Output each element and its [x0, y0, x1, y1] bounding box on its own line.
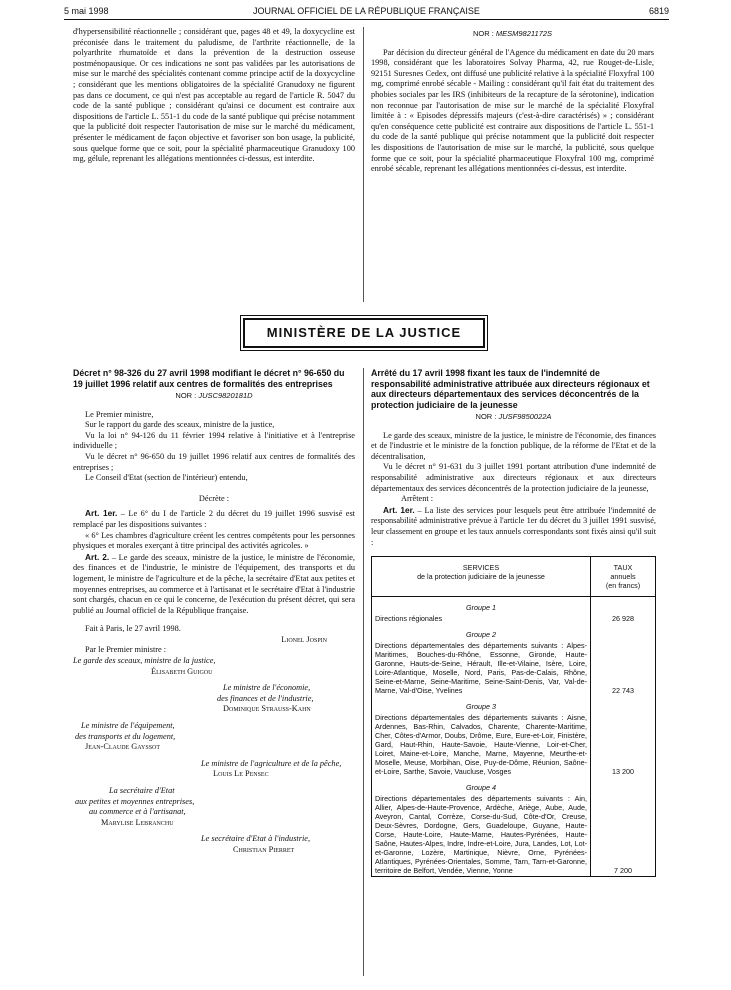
nor-code: MESM9821172S	[495, 29, 553, 38]
page-header	[64, 6, 669, 20]
group-services: Directions départementales des départements suivants : Ain, Allier, Alpes-de-Haute-Provence, Ardèche, Ariège, Aube, Aude, Aveyron, Cantal, Corrèze, Corse-du-Sud, Côte-d'Or, Creuse, Deux-Sèvres, Dordogne, Gers, Guadeloupe, Guyane, Haute-Corse, Haute-Loire, Haute-Marne, Hautes-Pyrénées, Haute-Saône, Hautes-Alpes, Indre, Indre-et-Loire, Jura, Landes, Lot, Lot-et-Garonne, Lozère, Martinique, Nièvre, Orne, Pyrénées-Atlantiques, Pyrénées-Orientales, Somme, Tarn, Tarn-et-Garonne, territoire de Belfort, Vendée, Vienne, Yonne	[372, 793, 591, 877]
table-row	[372, 624, 656, 640]
arrete-nor-label: NOR :	[475, 412, 497, 421]
header-journal-title: JOURNAL OFFICIEL DE LA RÉPUBLIQUE FRANÇAISE	[253, 6, 480, 16]
decree-p4: Vu le décret n° 96-650 du 19 juillet 1996 relatif aux centres de formalités des entreprises ;	[73, 451, 355, 472]
group-rate: 26 928	[591, 613, 656, 624]
decree-title: Décret n° 98-326 du 27 avril 1998 modifiant le décret n° 96-650 du 19 juillet 1996 relatif aux centres de formalités des entreprises	[73, 368, 345, 389]
decree-art2-label: Art. 2.	[85, 551, 110, 562]
arrete-column	[371, 368, 656, 877]
arrete-art1-text: – La liste des services pour lesquels peut être attribuée l'indemnité de responsabilité administrative prévue à l'article 1er du décret du 3 juillet 1991 susvisé, leur classement en groupe et les taux annuels correspondants sont fixés ainsi qu'il suit :	[371, 505, 656, 547]
group-services: Directions départementales des départements suivants : Alpes-Maritimes, Bouches-du-Rhône, Essonne, Gironde, Haute-Garonne, Hauts-de-Seine, Hérault, Ille-et-Vilaine, Isère, Loire, Loire-Atlantique, Moselle, Nord, Paris, Pas-de-Calais, Rhône, Seine-et-Marne, Seine-Maritime, Seine-Saint-Denis, Var, Val-de-Marne, Val-d'Oise, Yvelines	[372, 640, 591, 696]
role-industrie: Le secrétaire d'Etat à l'industrie,	[201, 834, 311, 844]
col-taux-subtitle: annuels	[610, 572, 636, 582]
decree-p1: Le Premier ministre,	[85, 409, 154, 419]
decree-p3: Vu la loi n° 94-126 du 11 février 1994 relative à l'initiative et à l'entreprise individuelle ;	[73, 430, 355, 451]
column-divider-bottom	[363, 368, 364, 976]
top-left-text: d'hypersensibilité réactionnelle ; considérant que, pages 48 et 49, la doxycycline est préconisée dans le traitement du paludisme, de l'arthrite réactionnelle, de la polyarthrite rhumatoïde et dans la prévention de la destruction osseuse postménopausique. Or ces indications ne sont pas validées par les autorisations de mise sur le marché des spécialités contenant comme principe actif de la doxycycline ; considérant que les mentions obligatoires de la spécialité Granudoxy ne figurent pas dans ce document, ce qui n'est pas acceptable au regard de l'article R. 5047 du code de la santé publique ; considérant qu'ainsi ce document est contraire aux dispositions de l'article L. 551-1 du code de la santé publique qui précise notamment que la publicité doit respecter l'autorisation de mise sur le marché du médicament, présenter le médicament de façon objective et favoriser son bon usage, la publicité, sous quelque forme que ce soit, pour la spécialité pharmaceutique Granudoxy 100 mg, gélule, reprenant les allégations mentionnées ci-dessus, est interdite.	[73, 27, 355, 164]
decree-fait: Fait à Paris, le 27 avril 1998.	[85, 624, 181, 634]
column-divider-top	[363, 27, 364, 302]
role-garde-des-sceaux: Le garde des sceaux, ministre de la justice,	[73, 656, 216, 666]
col-services-title: SERVICES	[462, 563, 500, 573]
group-label: Groupe 4	[372, 777, 591, 793]
group-rate: 22 743	[591, 640, 656, 696]
signature-lebranchu: Marylise Lebranchu	[101, 817, 174, 827]
table-row	[372, 793, 656, 877]
col-taux-title: TAUX	[613, 563, 633, 573]
decree-nor-line	[73, 391, 355, 402]
top-left-column	[73, 27, 355, 165]
role-equipement-1: Le ministre de l'équipement,	[81, 721, 175, 731]
role-agriculture: Le ministre de l'agriculture et de la pêche,	[201, 758, 342, 768]
group-label: Groupe 1	[372, 597, 591, 614]
decree-decrete: Décrète :	[198, 493, 230, 503]
role-equipement-2: des transports et du logement,	[75, 731, 176, 741]
decree-art1-quote: « 6° Les chambres d'agriculture créent les centres compétents pour les personnes physiques et morales exerçant à titre principal des activités agricoles. »	[73, 530, 355, 551]
group-rate: 7 200	[591, 793, 656, 877]
nor-line	[371, 29, 654, 40]
decree-column	[73, 368, 355, 856]
decree-nor-code: JUSC9820181D	[198, 391, 253, 400]
arrete-arretent: Arrêtent :	[401, 494, 434, 504]
top-right-column	[371, 27, 654, 175]
rates-table	[371, 556, 656, 877]
signature-strauss-kahn: Dominique Strauss-Kahn	[223, 704, 311, 714]
group-rate: 13 200	[591, 712, 656, 777]
header-page-number: 6819	[648, 6, 669, 16]
arrete-p1: Le garde des sceaux, ministre de la justice, le ministre de l'économie, des finances et de l'industrie et le ministre de la fonction publique, de la réforme de l'Etat et de la décentralisation,	[371, 430, 656, 461]
decree-art1-text: – Le 6° du I de l'article 2 du décret du 19 juillet 1996 susvisé est remplacé par les dispositions suivantes :	[73, 509, 355, 529]
signature-le-pensec: Louis Le Pensec	[213, 769, 269, 779]
rates-table-header	[372, 557, 656, 597]
arrete-nor-line	[371, 412, 656, 423]
signature-pm: Lionel Jospin	[281, 634, 327, 644]
decree-art1-label: Art. 1er.	[85, 508, 118, 519]
table-row	[372, 777, 656, 793]
table-row	[372, 597, 656, 614]
arrete-art1-label: Art. 1er.	[383, 504, 415, 515]
decree-p5: Le Conseil d'Etat (section de l'intérieur) entendu,	[85, 473, 248, 483]
ministry-heading: MINISTÈRE DE LA JUSTICE	[243, 318, 485, 348]
signature-gayssot: Jean-Claude Gayssot	[85, 742, 161, 752]
role-pme-2: aux petites et moyennes entreprises,	[75, 796, 195, 806]
role-economie-2: des finances et de l'industrie,	[217, 693, 314, 703]
top-right-text: Par décision du directeur général de l'Agence du médicament en date du 20 mars 1998, considérant que les laboratoires Solvay Pharma, 42, rue Rouget-de-Lisle, 92151 Suresnes Cedex, ont diffusé une publicité relative à la spécialité Floxyfral 100 mg, comprimé enrobé sécable - Mailing : considérant qu'il fait état du traitement des phobies sociales par les IRS (inhibiteurs de la recapture de la sérotonine), indication non reconnue par l'autorisation de mise sur le marché de la spécialité Floxyfral limitée à : « Episodes dépressifs majeurs (c'est-à-dire caractérisés) » ; considérant qu'en conséquence cette publicité est contraire aux dispositions de l'article L. 551-1 du code de la santé publique qui précise notamment que la publicité doit respecter les dispositions de l'autorisation de mise sur le marché, la publicité, sous quelque forme que ce soit, pour la spécialité pharmaceutique Floxyfral 100 mg, comprimé enrobé sécable, reprenant les allégations mentionnées ci-dessus, est interdite.	[371, 47, 654, 174]
role-pme-3: au commerce et à l'artisanat,	[89, 807, 186, 817]
table-row	[372, 712, 656, 777]
decree-p2: Sur le rapport du garde des sceaux, ministre de la justice,	[85, 420, 275, 430]
arrete-p2: Vu le décret n° 91-631 du 3 juillet 1991 portant attribution d'une indemnité de responsabilité administrative aux directeurs régionaux et aux directeurs départementaux des services déconcentrés de la protection judiciaire de la jeunesse,	[371, 462, 656, 493]
group-services: Directions régionales	[372, 613, 591, 624]
header-rule	[64, 19, 669, 20]
signature-pierret: Christian Pierret	[233, 844, 295, 854]
header-date: 5 mai 1998	[64, 6, 109, 16]
arrete-nor-code: JUSF9850022A	[498, 412, 552, 421]
col-services-subtitle: de la protection judiciaire de la jeunesse	[417, 572, 545, 582]
arrete-title: Arrêté du 17 avril 1998 fixant les taux de l'indemnité de responsabilité administrative attribuée aux directeurs régionaux et aux directeurs départementaux des services déconcentrés de la protection judiciaire de la jeunesse	[371, 368, 650, 410]
role-economie-1: Le ministre de l'économie,	[223, 683, 311, 693]
table-row	[372, 640, 656, 696]
col-taux-unit: (en francs)	[605, 581, 641, 591]
group-label: Groupe 2	[372, 624, 591, 640]
col-taux-header	[591, 557, 656, 597]
group-label: Groupe 3	[372, 696, 591, 712]
group-services: Directions départementales des départements suivants : Aisne, Ardennes, Bas-Rhin, Calvados, Charente, Charente-Maritime, Cher, Côtes-d'Armor, Doubs, Drôme, Eure, Eure-et-Loir, Finistère, Gard, Haut-Rhin, Haute-Savoie, Haute-Vienne, Loir-et-Cher, Loiret, Maine-et-Loire, Manche, Marne, Mayenne, Meurthe-et-Moselle, Meuse, Morbihan, Oise, Puy-de-Dôme, Réunion, Saône-et-Loire, Sarthe, Savoie, Vaucluse, Vosges	[372, 712, 591, 777]
nor-label: NOR :	[472, 29, 494, 38]
table-row	[372, 613, 656, 624]
signature-guigou: Élisabeth Guigou	[151, 666, 213, 676]
decree-art2-text: – Le garde des sceaux, ministre de la justice, le ministre de l'économie, des finances et de l'industrie, le ministre de l'équipement, des transports et du logement, le ministre de l'agriculture et de la pêche, la secrétaire d'Etat aux petites et moyennes entreprises, au commerce et à l'artisanat et le secrétaire d'Etat à l'industrie sont chargés, chacun en ce qui le concerne, de l'exécution du présent décret, qui sera publié au Journal officiel de la République française.	[73, 552, 356, 615]
table-row	[372, 696, 656, 712]
role-pme-1: La secrétaire d'Etat	[109, 786, 175, 795]
decree-nor-label: NOR :	[175, 391, 197, 400]
col-services-header	[372, 557, 591, 597]
par-premier-ministre: Par le Premier ministre :	[85, 645, 167, 655]
